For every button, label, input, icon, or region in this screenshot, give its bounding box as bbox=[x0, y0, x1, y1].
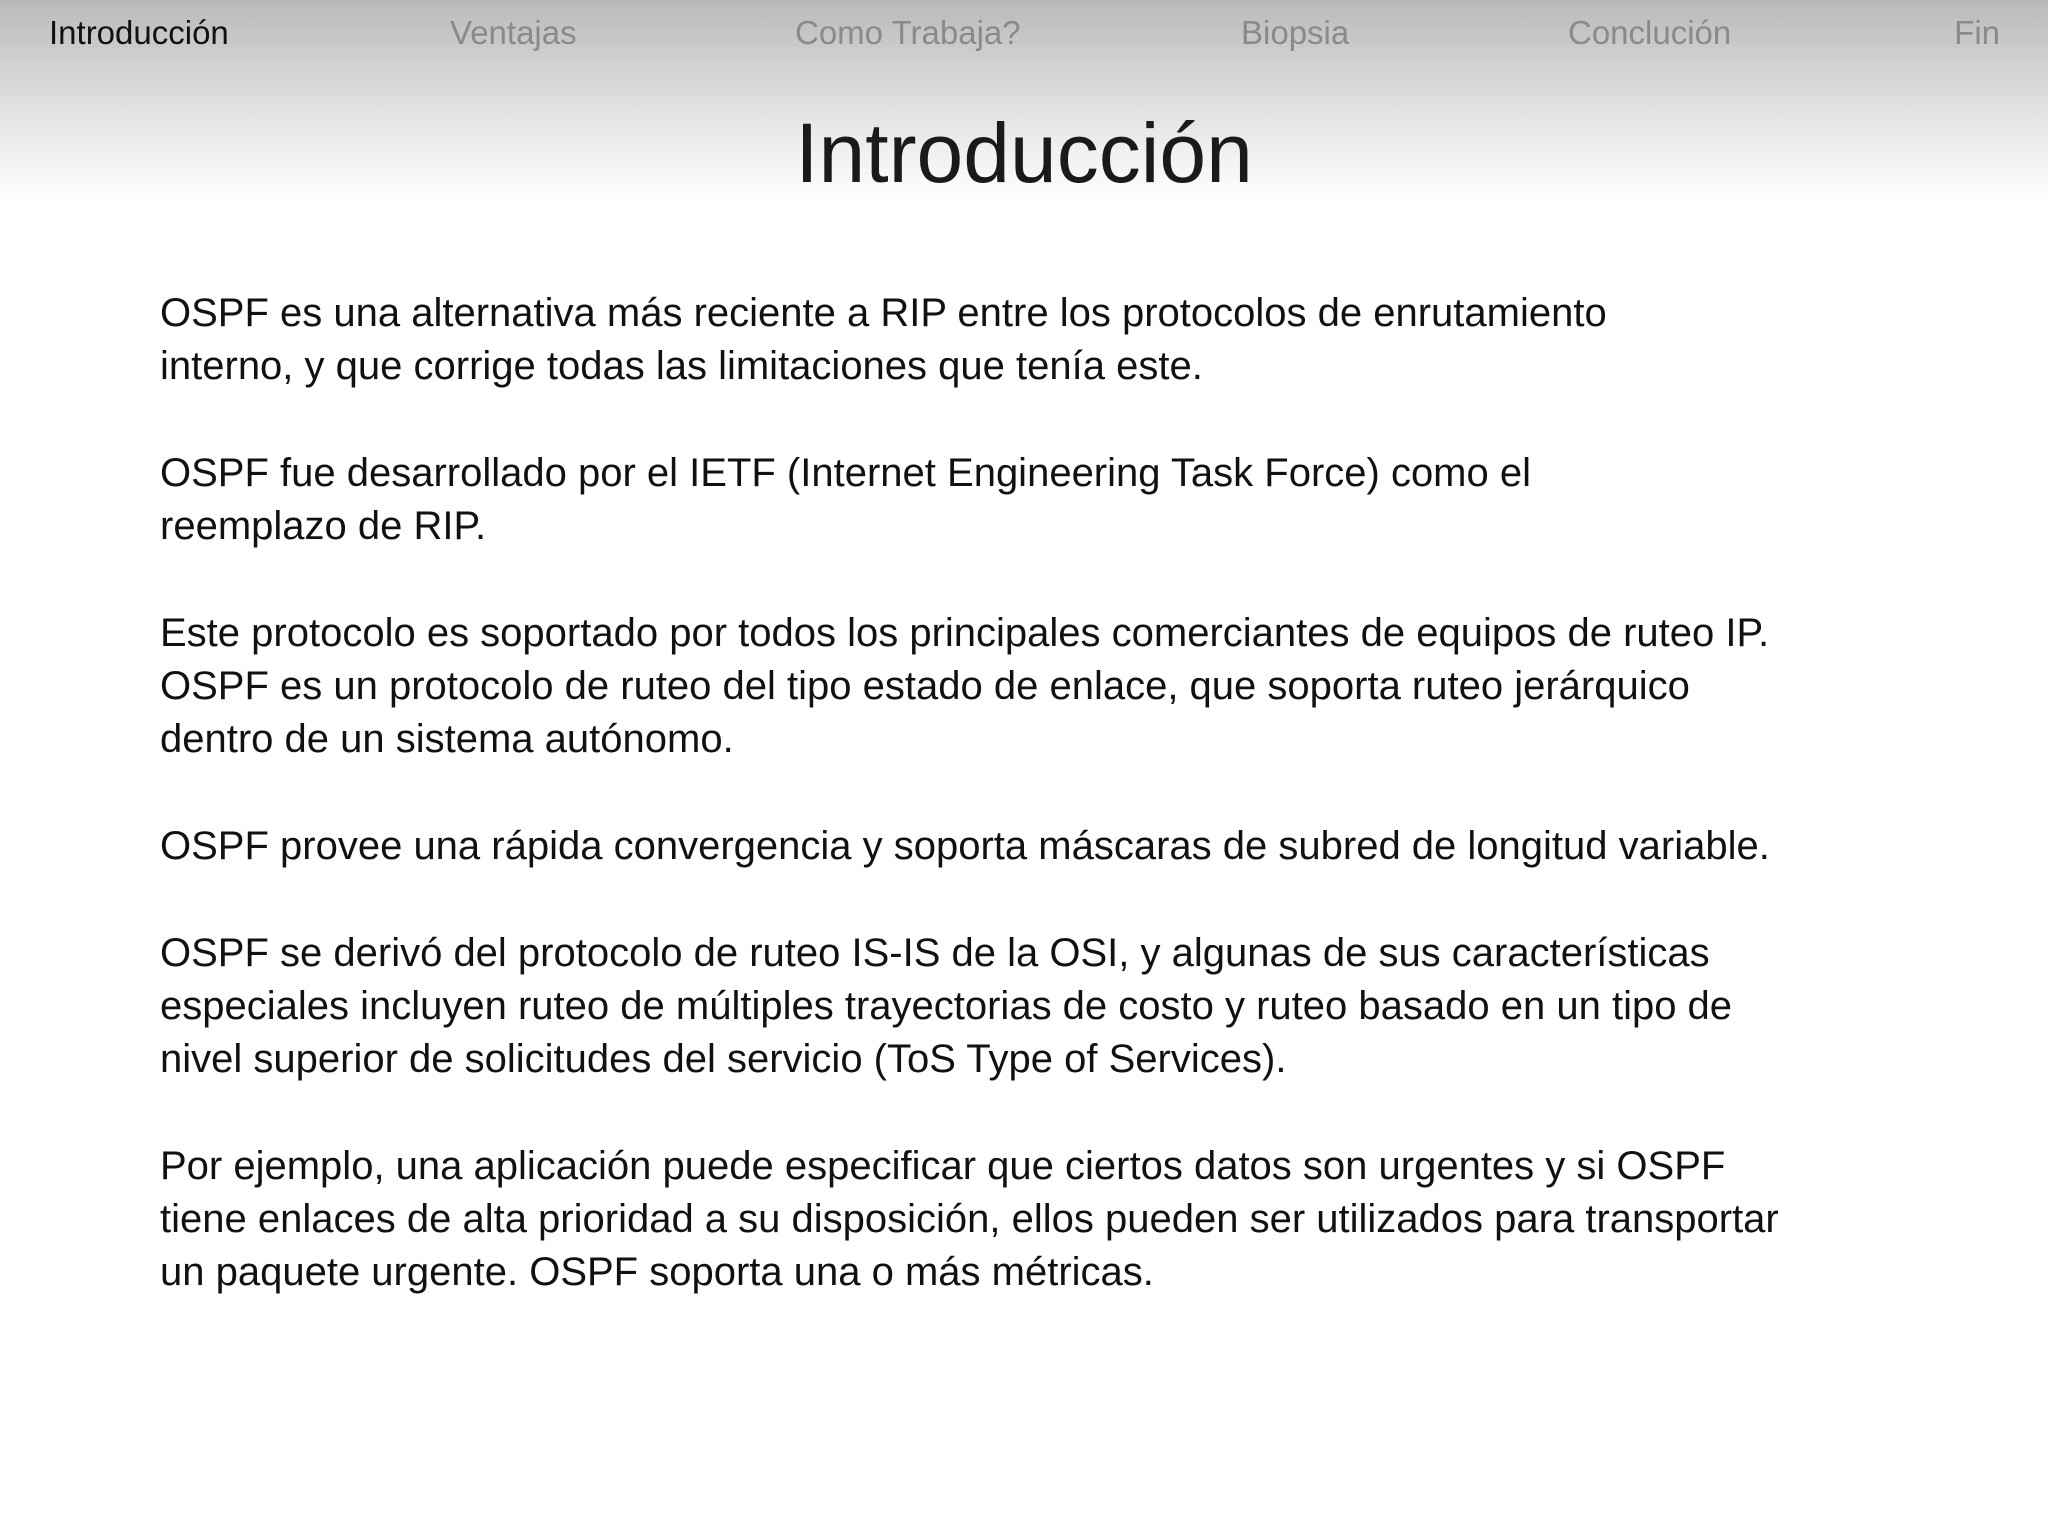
paragraph bbox=[160, 820, 2000, 873]
nav-item-introduccion[interactable]: Introducción bbox=[49, 14, 229, 51]
paragraph-line: interno, y que corrige todas las limitaciones que tenía este. bbox=[160, 344, 1203, 389]
nav-item-fin[interactable]: Fin bbox=[1954, 14, 2000, 51]
slide-body bbox=[160, 287, 2000, 1353]
slide-header bbox=[0, 0, 2048, 200]
paragraph-line: OSPF es una alternativa más reciente a RIP entre los protocolos de enrutamiento bbox=[160, 291, 1607, 335]
paragraph bbox=[160, 927, 2000, 1087]
slide-title: Introducción bbox=[795, 106, 1253, 200]
paragraph-line: Este protocolo es soportado por todos los principales comerciantes de equipos de ruteo IP. bbox=[160, 610, 1770, 655]
section-nav bbox=[0, 0, 2048, 66]
nav-item-biopsia[interactable]: Biopsia bbox=[1241, 14, 1350, 51]
paragraph-line: OSPF provee una rápida convergencia y soporta máscaras de subred de longitud variable. bbox=[160, 823, 1770, 868]
paragraph-line: Por ejemplo, una aplicación puede especificar que ciertos datos son urgentes y si OSPF bbox=[160, 1143, 1726, 1188]
nav-item-como-trabaja[interactable]: Como Trabaja? bbox=[795, 14, 1021, 51]
paragraph-line: OSPF fue desarrollado por el IETF (Internet Engineering Task Force) como el bbox=[160, 450, 1531, 495]
paragraph bbox=[160, 607, 2000, 767]
paragraph-line: dentro de un sistema autónomo. bbox=[160, 717, 734, 762]
paragraph-line: reemplazo de RIP. bbox=[160, 504, 487, 549]
paragraph-line: nivel superior de solicitudes del servicio (ToS Type of Services). bbox=[160, 1037, 1287, 1082]
nav-item-conclucion[interactable]: Conclución bbox=[1568, 14, 1732, 51]
paragraph bbox=[160, 287, 2000, 394]
paragraph-line: OSPF es un protocolo de ruteo del tipo estado de enlace, que soporta ruteo jerárquico bbox=[160, 664, 1690, 709]
paragraph-line: un paquete urgente. OSPF soporta una o más métricas. bbox=[160, 1250, 1154, 1295]
paragraph bbox=[160, 1140, 2000, 1300]
paragraph-line: tiene enlaces de alta prioridad a su disposición, ellos pueden ser utilizados para transportar bbox=[160, 1197, 1779, 1242]
paragraph-line: OSPF se derivó del protocolo de ruteo IS-IS de la OSI, y algunas de sus características bbox=[160, 930, 1710, 975]
paragraph-line: especiales incluyen ruteo de múltiples trayectorias de costo y ruteo basado en un tipo de bbox=[160, 983, 1733, 1028]
nav-item-ventajas[interactable]: Ventajas bbox=[450, 14, 577, 51]
paragraph bbox=[160, 447, 2000, 554]
